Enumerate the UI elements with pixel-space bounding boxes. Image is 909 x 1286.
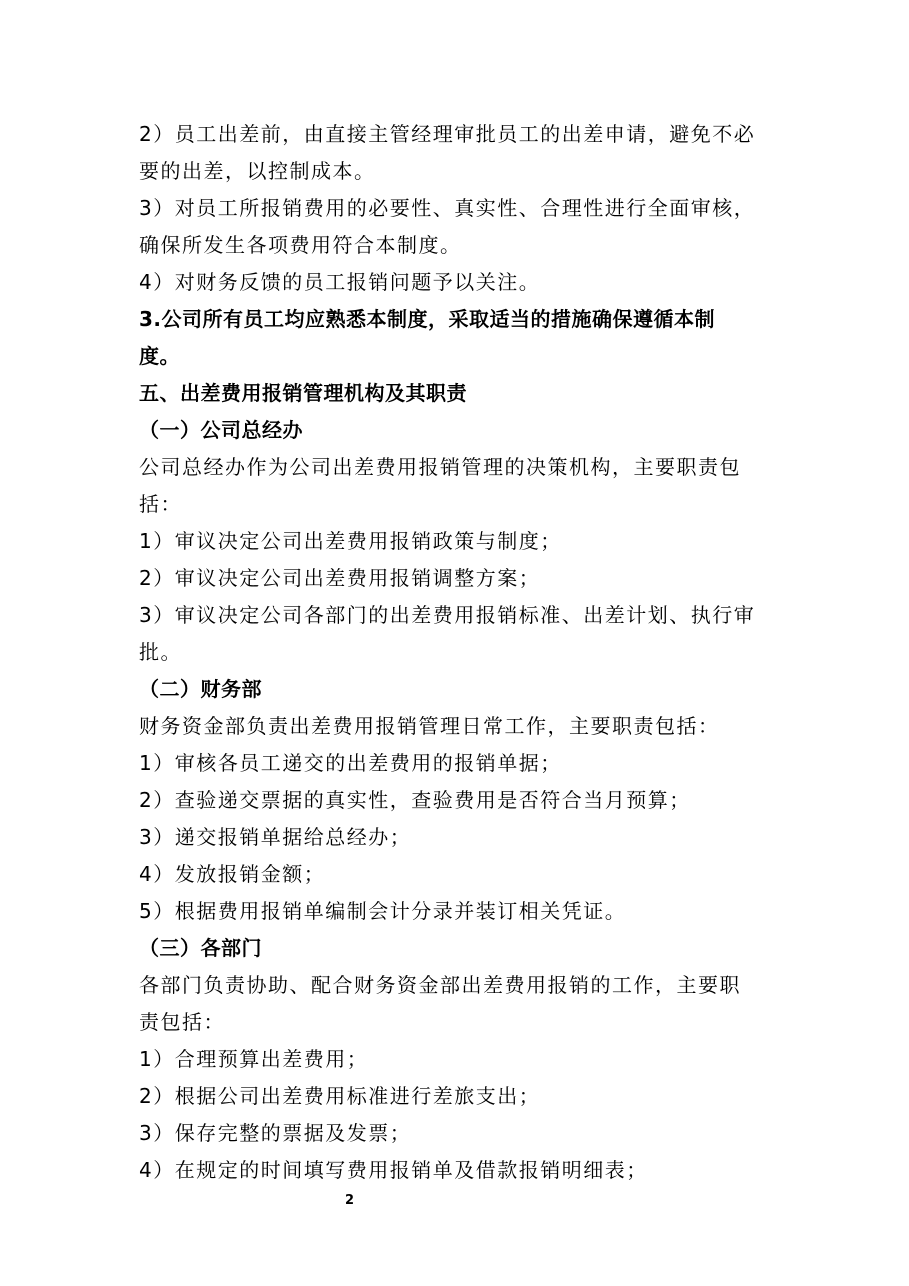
text-line: 3）递交报销单据给总经办； xyxy=(139,825,412,849)
document-body xyxy=(139,116,779,1189)
text-line: 3）审议决定公司各部门的出差费用报销标准、出差计划、执行审 xyxy=(139,603,756,627)
text-line: 各部门负责协助、配合财务资金部出差费用报销的工作，主要职 xyxy=(139,973,741,997)
heading-line: （三）各部门 xyxy=(139,936,262,960)
heading-line: （一）公司总经办 xyxy=(139,418,303,442)
text-line: 4）发放报销金额； xyxy=(139,862,326,886)
text-line: 4）对财务反馈的员工报销问题予以关注。 xyxy=(139,270,541,294)
text-line: 1）审议决定公司出差费用报销政策与制度； xyxy=(139,529,562,553)
text-line: 3）保存完整的票据及发票； xyxy=(139,1121,412,1145)
text-line: 2）员工出差前，由直接主管经理审批员工的出差申请，避免不必 xyxy=(139,122,756,146)
text-line: 括： xyxy=(139,492,182,516)
text-line: 2）审议决定公司出差费用报销调整方案； xyxy=(139,566,541,590)
heading-line: 度。 xyxy=(139,344,180,368)
text-line: 批。 xyxy=(139,640,182,664)
text-line: 1）审核各员工递交的出差费用的报销单据； xyxy=(139,751,562,775)
text-line: 1）合理预算出差费用； xyxy=(139,1047,369,1071)
text-line: 2）查验递交票据的真实性，查验费用是否符合当月预算； xyxy=(139,788,691,812)
heading-line: （二）财务部 xyxy=(139,677,262,701)
text-line: 责包括： xyxy=(139,1010,225,1034)
text-line: 财务资金部负责出差费用报销管理日常工作，主要职责包括： xyxy=(139,714,720,738)
text-line: 5）根据费用报销单编制会计分录并装订相关凭证。 xyxy=(139,899,627,923)
text-line: 3）对员工所报销费用的必要性、真实性、合理性进行全面审核， xyxy=(139,196,756,220)
page-number: 2 xyxy=(345,1193,355,1208)
text-line: 确保所发生各项费用符合本制度。 xyxy=(139,233,462,257)
text-line: 4）在规定的时间填写费用报销单及借款报销明细表； xyxy=(139,1158,648,1182)
heading-line: 五、出差费用报销管理机构及其职责 xyxy=(139,381,467,405)
heading-line: 3.公司所有员工均应熟悉本制度，采取适当的措施确保遵循本制 xyxy=(139,307,716,331)
text-line: 2）根据公司出差费用标准进行差旅支出； xyxy=(139,1084,541,1108)
text-line: 要的出差，以控制成本。 xyxy=(139,159,376,183)
text-line: 公司总经办作为公司出差费用报销管理的决策机构，主要职责包 xyxy=(139,455,741,479)
